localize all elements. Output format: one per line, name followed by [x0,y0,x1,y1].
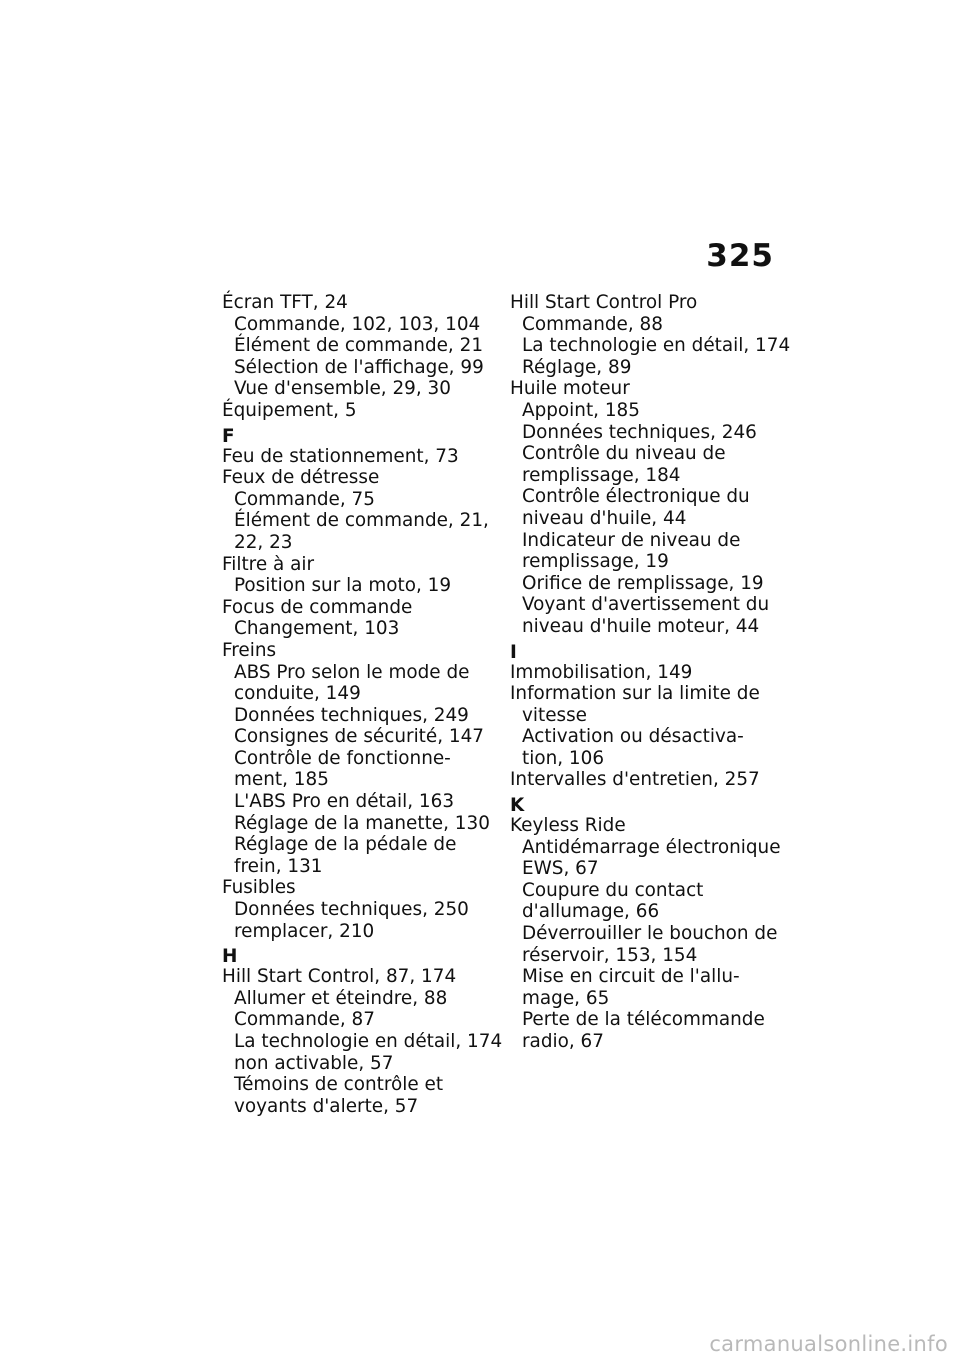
index-subentry: frein, 131 [234,855,323,877]
index-column-right [510,292,795,1053]
index-column-left [222,292,507,1117]
index-entry: Fusibles [222,877,296,899]
index-subentry: remplissage, 19 [522,551,669,573]
index-subentry: L'ABS Pro en détail, 163 [234,791,455,813]
index-subentry: Changement, 103 [234,618,400,640]
index-subentry: Témoins de contrôle et [234,1074,444,1096]
index-subentry: Voyant d'avertissement du [522,594,770,616]
index-subentry: Appoint, 185 [522,399,640,421]
index-subentry: Mise en circuit de l'allu- [522,966,740,988]
index-subentry: Commande, 87 [234,1009,375,1031]
index-subentry: Données techniques, 246 [522,421,757,443]
index-entry: Huile moteur [510,378,630,400]
index-entry: Intervalles d'entretien, 257 [510,769,760,791]
index-subentry: Activation ou désactiva- [522,726,744,748]
index-subentry: conduite, 149 [234,683,361,705]
index-letter-heading: I [510,641,517,663]
index-entry: Filtre à air [222,553,315,575]
index-subentry: mage, 65 [522,987,610,1009]
index-subentry: 22, 23 [234,531,293,553]
index-subentry: ment, 185 [234,769,329,791]
index-subentry: niveau d'huile moteur, 44 [522,615,760,637]
index-subentry: tion, 106 [522,747,605,769]
index-subentry: Commande, 75 [234,488,375,510]
index-subentry: Position sur la moto, 19 [234,575,452,597]
index-subentry: non activable, 57 [234,1052,394,1074]
index-subentry: La technologie en détail, 174 [522,335,791,357]
index-subentry: Contrôle électronique du [522,486,750,508]
index-subentry: radio, 67 [522,1031,604,1052]
index-entry: Freins [222,639,277,661]
index-subentry: remplissage, 184 [522,464,681,486]
index-subentry: Réglage de la manette, 130 [234,812,490,834]
index-subentry: Sélection de l'affichage, 99 [234,356,484,378]
index-subentry: d'allumage, 66 [522,901,660,923]
index-entry: Équipement, 5 [222,399,357,421]
index-entry: Keyless Ride [510,815,626,837]
index-subentry: Déverrouiller le bouchon de [522,923,778,945]
index-subentry: Contrôle de fonctionne- [234,747,451,769]
index-entry: Écran TFT, 24 [222,292,348,313]
index-entry: Immobilisation, 149 [510,661,693,683]
index-subentry: voyants d'alerte, 57 [234,1095,419,1117]
index-entry: Hill Start Control Pro [510,292,698,313]
page-number: 325 [706,238,774,274]
index-subentry: Vue d'ensemble, 29, 30 [234,378,451,400]
index-subentry: Données techniques, 249 [234,704,469,726]
index-entry: Feu de stationnement, 73 [222,445,459,467]
index-subentry: Consignes de sécurité, 147 [234,726,484,748]
index-letter-heading: F [222,425,235,447]
index-entry: Hill Start Control, 87, 174 [222,966,457,988]
index-entry: Feux de détresse [222,467,380,489]
index-entry: Information sur la limite de [510,683,760,705]
index-subentry: Commande, 102, 103, 104 [234,313,481,335]
index-subentry: Indicateur de niveau de [522,529,741,551]
index-subentry: Perte de la télécommande [522,1009,765,1031]
index-subentry: Allumer et éteindre, 88 [234,987,448,1009]
index-subentry: La technologie en détail, 174 [234,1031,503,1052]
index-subentry: remplacer, 210 [234,920,375,942]
index-subentry: Données techniques, 250 [234,899,469,921]
index-subentry: Élément de commande, 21 [234,335,484,357]
index-subentry: EWS, 67 [522,858,599,880]
index-subentry: Réglage, 89 [522,356,632,378]
index-letter-heading: K [510,795,525,817]
index-subentry: vitesse [522,704,587,726]
index-subentry: Antidémarrage électronique [522,836,781,858]
index-subentry: réservoir, 153, 154 [522,944,698,966]
index-subentry: Contrôle du niveau de [522,443,726,465]
watermark-footer: carmanualsonline.info [709,1332,948,1356]
index-subentry: Réglage de la pédale de [234,834,457,856]
index-subentry: Coupure du contact [522,879,704,901]
index-subentry: Commande, 88 [522,313,663,335]
index-entry: Focus de commande [222,596,413,618]
index-subentry: niveau d'huile, 44 [522,507,687,529]
index-subentry: Orifice de remplissage, 19 [522,572,764,594]
index-subentry: ABS Pro selon le mode de [234,661,470,683]
index-subentry: Élément de commande, 21, [234,510,489,532]
index-letter-heading: H [222,946,238,968]
